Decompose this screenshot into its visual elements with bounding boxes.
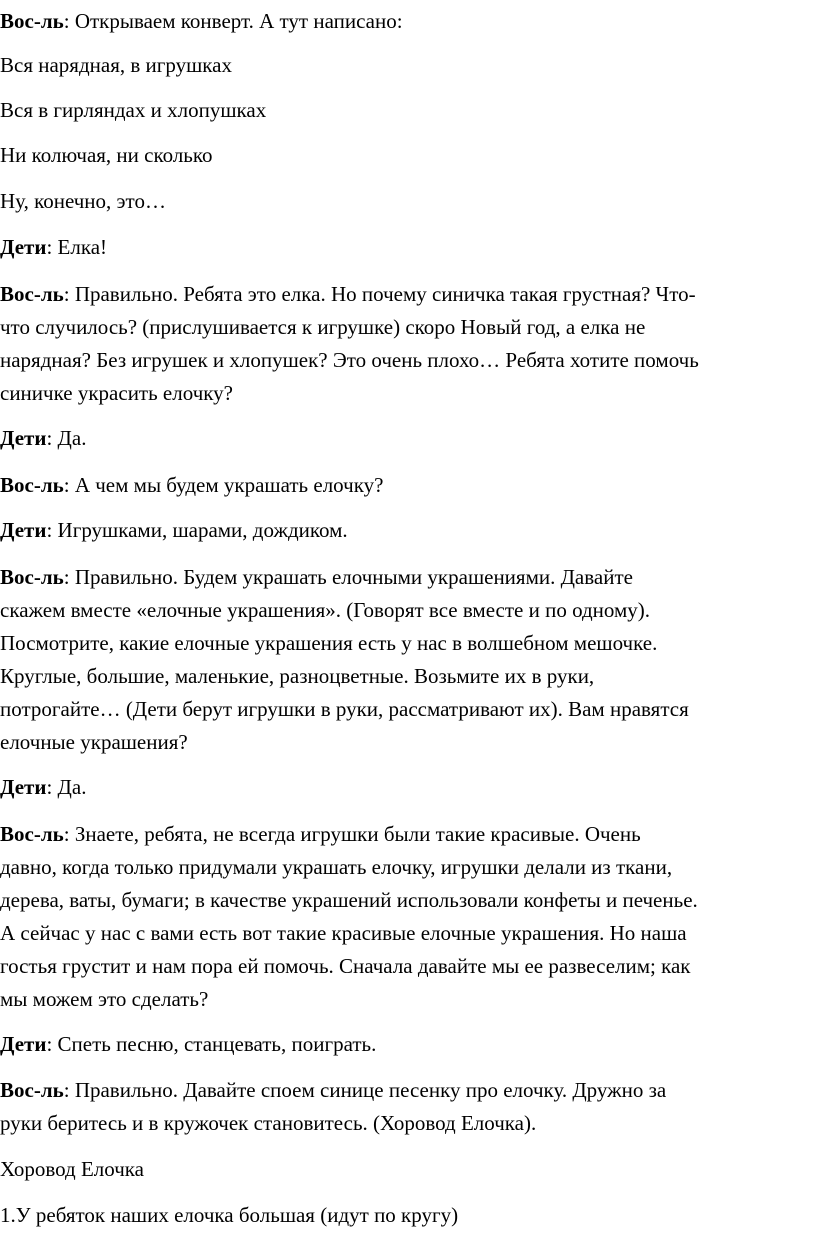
dialogue-line: Вос-ль: Открываем конверт. А тут написано: [0, 9, 403, 33]
speech-text: давно, когда только придумали украшать елочку, игрушки делали из ткани, [0, 855, 673, 879]
speech-text: Игрушками, шарами, дождиком. [57, 518, 348, 542]
poem-line: Вся в гирляндах и хлопушках [0, 98, 267, 122]
poem-line: Ну, конечно, это… [0, 189, 166, 213]
dialogue-line: Вос-ль: Правильно. Давайте споем синице песенку про елочку. Дружно за [0, 1078, 667, 1102]
poem-line: Вся нарядная, в игрушках [0, 53, 232, 77]
speech-text: А сейчас у нас с вами есть вот такие красивые елочные украшения. Но наша [0, 921, 687, 945]
dialogue-line: Дети: Да. [0, 775, 87, 799]
speech-text: мы можем это сделать? [0, 987, 209, 1011]
speech-text: Спеть песню, станцевать, поиграть. [57, 1032, 377, 1056]
speech-text: нарядная? Без игрушек и хлопушек? Это очень плохо… Ребята хотите помочь [0, 348, 699, 372]
speaker-label: Дети [0, 1032, 47, 1056]
speech-text: елочные украшения? [0, 730, 188, 754]
speech-text: скажем вместе «елочные украшения». (Говорят все вместе и по одному). [0, 598, 651, 622]
dialogue-line: Дети: Елка! [0, 235, 108, 259]
speech-text: Правильно. Ребята это елка. Но почему синичка такая грустная? Что- [74, 282, 696, 306]
speech-text: Правильно. Будем украшать елочными украшениями. Давайте [74, 565, 633, 589]
speaker-label: Вос-ль [0, 822, 64, 846]
speech-text: Знаете, ребята, не всегда игрушки были такие красивые. Очень [74, 822, 641, 846]
speaker-label: Дети [0, 518, 47, 542]
speaker-label: Дети [0, 235, 47, 259]
speaker-label: Вос-ль [0, 9, 64, 33]
speech-text: потрогайте… (Дети берут игрушки в руки, рассматривают их). Вам нравятся [0, 697, 689, 721]
speech-text: Да. [57, 775, 87, 799]
speaker-label: Вос-ль [0, 1078, 64, 1102]
speech-text: руки беритесь и в кружочек становитесь. (Хоровод Елочка). [0, 1111, 537, 1135]
speech-text: дерева, ваты, бумаги; в качестве украшений использовали конфеты и печенье. [0, 888, 698, 912]
speech-text: Открываем конверт. А тут написано: [74, 9, 403, 33]
speech-text: синичке украсить елочку? [0, 381, 233, 405]
dialogue-line: Дети: Спеть песню, станцевать, поиграть. [0, 1032, 377, 1056]
speech-text: А чем мы будем украшать елочку? [74, 473, 384, 497]
dialogue-line: Вос-ль: Правильно. Будем украшать елочными украшениями. Давайте [0, 565, 633, 589]
poem-line: Ни колючая, ни сколько [0, 143, 213, 167]
speaker-label: Вос-ль [0, 282, 64, 306]
speech-text: что случилось? (прислушивается к игрушке) скоро Новый год, а елка не [0, 315, 646, 339]
speaker-label: Дети [0, 426, 47, 450]
speech-text: Правильно. Давайте споем синице песенку про елочку. Дружно за [74, 1078, 667, 1102]
section-heading: Хоровод Елочка [0, 1157, 144, 1181]
speaker-label: Дети [0, 775, 47, 799]
speech-text: Да. [57, 426, 87, 450]
song-verse-line: 1.У ребяток наших елочка большая (идут по кругу) [0, 1203, 459, 1227]
dialogue-line: Дети: Да. [0, 426, 87, 450]
speaker-label: Вос-ль [0, 473, 64, 497]
speech-text: Елка! [57, 235, 108, 259]
dialogue-line: Вос-ль: Знаете, ребята, не всегда игрушки были такие красивые. Очень [0, 822, 641, 846]
dialogue-line: Вос-ль: А чем мы будем украшать елочку? [0, 473, 384, 497]
dialogue-line: Дети: Игрушками, шарами, дождиком. [0, 518, 348, 542]
speech-text: Посмотрите, какие елочные украшения есть у нас в волшебном мешочке. [0, 631, 658, 655]
speech-text: гостья грустит и нам пора ей помочь. Сначала давайте мы ее развеселим; как [0, 954, 691, 978]
dialogue-line: Вос-ль: Правильно. Ребята это елка. Но почему синичка такая грустная? Что- [0, 282, 696, 306]
speaker-label: Вос-ль [0, 565, 64, 589]
speech-text: Круглые, большие, маленькие, разноцветные. Возьмите их в руки, [0, 664, 595, 688]
